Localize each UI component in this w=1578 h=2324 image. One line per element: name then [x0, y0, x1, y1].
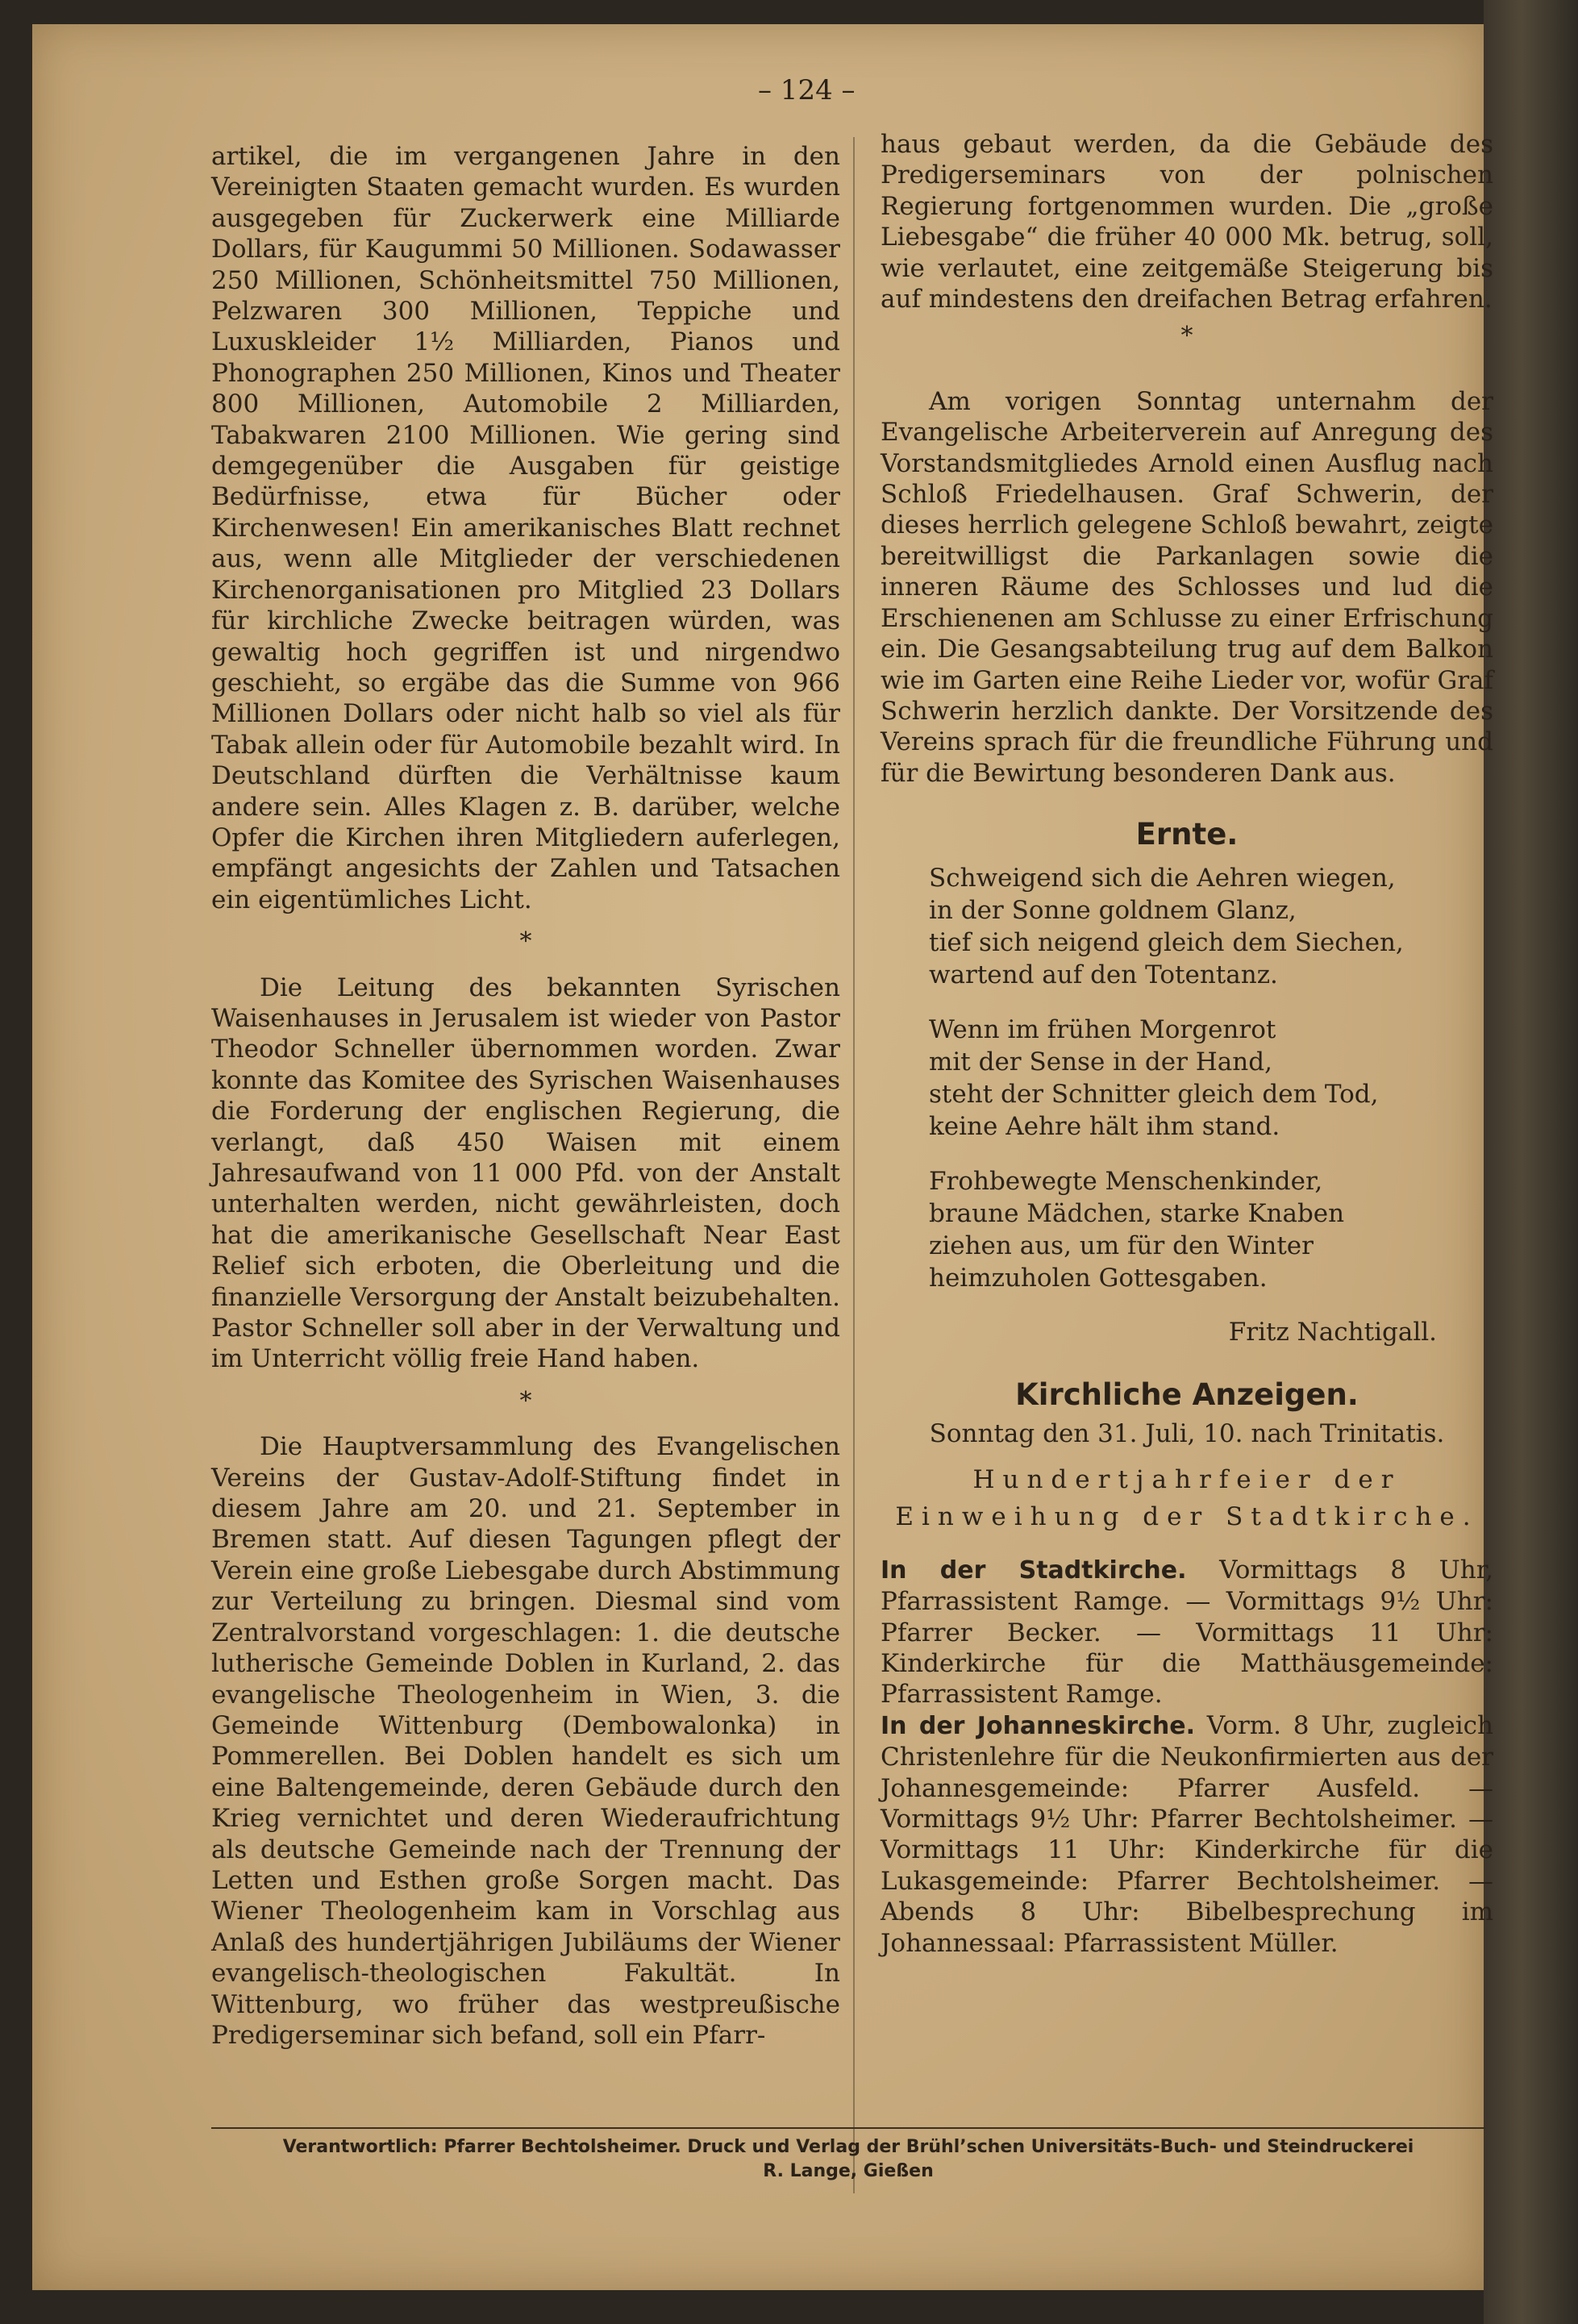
- poem-line: ziehen aus, um für den Winter: [929, 1231, 1314, 1260]
- announcements-title: Kirchliche Anzeigen.: [1015, 1376, 1359, 1412]
- poem-line: Frohbewegte Menschenkinder,: [929, 1166, 1323, 1196]
- poem-line: tief sich neigend gleich dem Siechen,: [929, 927, 1404, 957]
- announcements-occasion: Hundertjahrfeier der Einweihung der Stadtkirche.: [895, 1464, 1479, 1531]
- church-service-stadtkirche: [881, 1555, 1493, 1710]
- poem-line: Wenn im frühen Morgenrot: [929, 1014, 1276, 1044]
- announcements-date: Sonntag den 31. Juli, 10. nach Trinitatis.: [929, 1419, 1445, 1449]
- section-separator: *: [519, 1386, 532, 1415]
- church-name: In der Stadtkirche.: [881, 1556, 1187, 1585]
- church-service-johanneskirche: [881, 1710, 1493, 1959]
- article-gustav-adolf: Die Hauptversammlung des Evangelischen Vereins der Gustav-Adolf-Stiftung findet in diesem Jahre am 20. und 21. September in Bremen statt. Auf diesen Tagungen pflegt der Verein eine große Liebesgabe durch Abstimmung zur Verteilung zu bringen. Diesmal sind vom Zentralvorstand vorgeschlagen: 1. die deutsche lutherische Gemeinde Doblen in Kurland, 2. das evangelische Theologenheim in Wien, 3. die Gemeinde Wittenburg (Dembowalonka) in Pommerellen. Bei Doblen handelt es sich um eine Baltengemeinde, deren Gebäude durch den Krieg vernichtet und deren Wiederaufrichtung als deutsche Gemeinde nach der Trennung der Letten und Esthen große Sorgen macht. Das Wiener Theologenheim kam in Vorschlag aus Anlaß des hundertjährigen Jubiläums der Wiener evangelisch-theologischen Fakultät. In Wittenburg, wo früher das westpreußische Predigerseminar sich befand, soll ein Pfarr-: [211, 1432, 840, 2050]
- poem-line: wartend auf den Totentanz.: [929, 960, 1278, 989]
- poem-stanza: [929, 1165, 1493, 1294]
- page-number: – 124 –: [758, 74, 856, 106]
- section-separator: *: [519, 927, 532, 956]
- imprint-line: Verantwortlich: Pfarrer Bechtolsheimer. Druck und Verlag der Brühl’schen Universitäts-Buch- und Steindruckerei: [211, 2127, 1485, 2159]
- article-continued-text: artikel, die im vergangenen Jahre in den Vereinigten Staaten gemacht wurden. Es wurden ausgegeben für Zuckerwerk eine Milliarde Dollars, für Kaugummi 50 Millionen. Sodawasser 250 Millionen, Schönheitsmittel 750 Millionen, Pelzwaren 300 Millionen, Teppiche und Luxuskleider 1½ Milliarden, Pianos und Phonographen 250 Millionen, Kinos und Theater 800 Millionen, Automobile 2 Milliarden, Tabakwaren 2100 Millionen. Wie gering sind demgegenüber die Ausgaben für geistige Bedürfnisse, etwa für Bücher oder Kirchenwesen! Ein amerikanisches Blatt rechnet aus, wenn alle Mitglieder der verschiedenen Kirchenorganisationen pro Mitglied 23 Dollars für kirchliche Zwecke beitragen würden, was gewaltig hoch gegriffen ist und nirgendwo geschieht, so ergäbe das die Summe von 966 Millionen Dollars oder nicht halb so viel als für Tabak allein oder für Automobile bezahlt wird. In Deutschland dürften die Verhältnisse kaum andere sein. Alles Klagen z. B. darüber, welche Opfer die Kirchen ihren Mitgliedern auferlegen, empfängt angesichts der Zahlen und Tatsachen ein eigentümliches Licht.: [211, 142, 840, 914]
- poem-stanza: [929, 1014, 1493, 1143]
- book-binding-edge: [1484, 0, 1578, 2324]
- left-column: [211, 141, 840, 2051]
- poem: [929, 862, 1493, 1294]
- poem-line: braune Mädchen, starke Knaben: [929, 1198, 1345, 1228]
- imprint-footer: [211, 2127, 1485, 2184]
- poem-line: Schweigend sich die Aehren wiegen,: [929, 863, 1396, 893]
- section-separator: *: [1180, 322, 1193, 351]
- church-name: In der Johanneskirche.: [881, 1711, 1196, 1740]
- poem-line: heimzuholen Gottesgaben.: [929, 1263, 1268, 1293]
- poem-line: in der Sonne goldnem Glanz,: [929, 895, 1297, 925]
- poem-line: keine Aehre hält ihm stand.: [929, 1111, 1280, 1141]
- article-continued-text-right: haus gebaut werden, da die Gebäude des Predigerseminars von der polnischen Regierung fortgenommen wurden. Die „große Liebesgabe“ die früher 40 000 Mk. betrug, soll, wie verlautet, eine zeitgemäße Steigerung bis auf mindestens den dreifachen Betrag erfahren.: [881, 130, 1493, 314]
- column-divider: [853, 137, 855, 2193]
- poem-line: steht der Schnitter gleich dem Tod,: [929, 1079, 1379, 1109]
- article-syrian-orphanage: Die Leitung des bekannten Syrischen Waisenhauses in Jerusalem ist wieder von Pastor Theodor Schneller übernommen worden. Zwar konnte das Komitee des Syrischen Waisenhauses die Forderung der englischen Regierung, die verlangt, daß 450 Waisen mit einem Jahresaufwand von 11 000 Pfd. von der Anstalt unterhalten werden, nicht gewährleisten, doch hat die amerikanische Gesellschaft Near East Relief sich erboten, die Oberleitung und die finanzielle Versorgung der Anstalt beizubehalten. Pastor Schneller soll aber in der Verwaltung und im Unterricht völlig freie Hand haben.: [211, 972, 840, 1374]
- poem-author: Fritz Nachtigall.: [1228, 1317, 1437, 1347]
- church-service-text: Vorm. 8 Uhr, zugleich Christenlehre für die Neukonfirmierten aus der Johannesgemeinde: Pfarrer Ausfeld. — Vormittags 9½ Uhr: Pfarrer Bechtolsheimer. — Vormittags 11 Uhr: Kinderkirche für die Lukasgemeinde: Pfarrer Bechtolsheimer. — Abends 8 Uhr: Bibelbesprechung im Johannessaal: Pfarrassistent Müller.: [881, 1710, 1493, 1958]
- poem-line: mit der Sense in der Hand,: [929, 1047, 1272, 1077]
- poem-stanza: [929, 862, 1493, 991]
- poem-title: Ernte.: [1135, 817, 1239, 852]
- imprint-publisher: R. Lange, Gießen: [763, 2161, 934, 2181]
- right-column: [881, 129, 1493, 1959]
- article-excursion: Am vorigen Sonntag unternahm der Evangelische Arbeiterverein auf Anregung des Vorstandsmitgliedes Arnold einen Ausflug nach Schloß Friedelhausen. Graf Schwerin, der dieses herrlich gelegene Schloß bewahrt, zeigte bereitwilligst die Parkanlagen sowie die inneren Räume des Schlosses und lud die Erschienenen am Schlusse zu einer Erfrischung ein. Die Gesangsabteilung trug auf dem Balkon wie im Garten eine Reihe Lieder vor, wofür Graf Schwerin herzlich dankte. Der Vorsitzende des Vereins sprach für die freundliche Führung und für die Bewirtung besonderen Dank aus.: [881, 386, 1493, 788]
- church-service-text: Vormittags 8 Uhr, Pfarrassistent Ramge. — Vormittags 9½ Uhr: Pfarrer Becker. — Vormittags 11 Uhr: Kinderkirche für die Matthäusgemeinde: Pfarrassistent Ramge.: [881, 1555, 1493, 1710]
